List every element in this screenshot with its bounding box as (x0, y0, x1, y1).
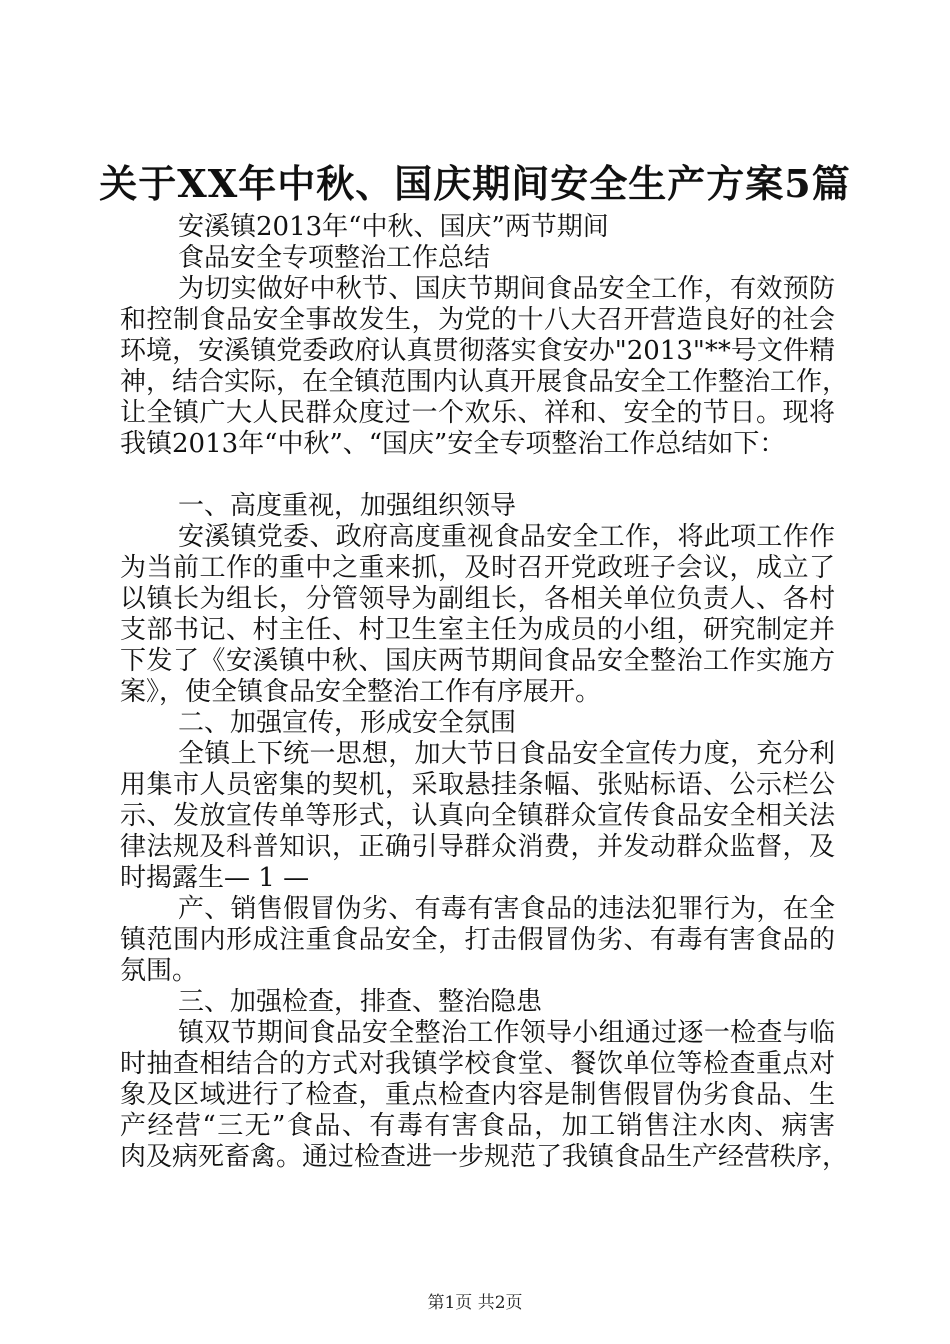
blank-line (120, 460, 835, 491)
subtitle-line: 安溪镇2013年“中秋、国庆”两节期间 (178, 212, 609, 242)
text-line: 为切实做好中秋节、国庆节期间食品安全工作，有效预防 (178, 274, 835, 304)
text-line: 镇双节期间食品安全整治工作领导小组通过逐一检查与临 (178, 1018, 835, 1048)
text-line: 全镇上下统一思想，加大节日食品安全宣传力度，充分利 (178, 739, 835, 769)
text-line: 以镇长为组长，分管领导为副组长，各相关单位负责人、各村 (120, 584, 835, 614)
section-heading: 一、高度重视，加强组织领导 (178, 491, 517, 521)
text-line: 环境，安溪镇党委政府认真贯彻落实食安办"2013"**号文件精 (120, 336, 835, 366)
text-line: 肉及病死畜禽。通过检查进一步规范了我镇食品生产经营秩序， (120, 1142, 849, 1172)
text-line: 和控制食品安全事故发生，为党的十八大召开营造良好的社会 (120, 305, 835, 335)
text-line: 安溪镇党委、政府高度重视食品安全工作，将此项工作作 (178, 522, 835, 552)
text-line: 我镇2013年“中秋”、“国庆”安全专项整治工作总结如下： (120, 429, 786, 459)
section-heading: 三、加强检查，排查、整治隐患 (178, 987, 543, 1017)
text-line: 氛围。 (120, 956, 199, 986)
text-line: 律法规及科普知识，正确引导群众消费，并发动群众监督，及 (120, 832, 835, 862)
text-line: 产、销售假冒伪劣、有毒有害食品的违法犯罪行为，在全 (178, 894, 835, 924)
text-line: 时抽查相结合的方式对我镇学校食堂、餐饮单位等检查重点对 (120, 1049, 835, 1079)
text-line: 象及区域进行了检查，重点检查内容是制售假冒伪劣食品、生 (120, 1080, 835, 1110)
text-line: 示、发放宣传单等形式，认真向全镇群众宣传食品安全相关法 (120, 801, 835, 831)
text-line: 神，结合实际，在全镇范围内认真开展食品安全工作整治工作， (120, 367, 849, 397)
text-line: 用集市人员密集的契机，采取悬挂条幅、张贴标语、公示栏公 (120, 770, 835, 800)
text-line: 下发了《安溪镇中秋、国庆两节期间食品安全整治工作实施方 (120, 646, 835, 676)
text-line: 镇范围内形成注重食品安全，打击假冒伪劣、有毒有害食品的 (120, 925, 835, 955)
document-title: 关于XX年中秋、国庆期间安全生产方案5篇 (99, 161, 851, 206)
text-line: 支部书记、村主任、村卫生室主任为成员的小组，研究制定并 (120, 615, 835, 645)
document-body (120, 212, 849, 1173)
page-footer: 第1页 共2页 (427, 1293, 523, 1313)
subtitle-line: 食品安全专项整治工作总结 (178, 243, 491, 273)
text-line: 产经营“三无”食品、有毒有害食品，加工销售注水肉、病害 (120, 1111, 835, 1141)
text-line: 为当前工作的重中之重来抓，及时召开党政班子会议，成立了 (120, 553, 835, 583)
text-line: 时揭露生— 1 — (120, 863, 310, 893)
text-line: 让全镇广大人民群众度过一个欢乐、祥和、安全的节日。现将 (120, 398, 835, 428)
text-line: 案》，使全镇食品安全整治工作有序展开。 (120, 677, 602, 707)
section-heading: 二、加强宣传，形成安全氛围 (178, 708, 517, 738)
